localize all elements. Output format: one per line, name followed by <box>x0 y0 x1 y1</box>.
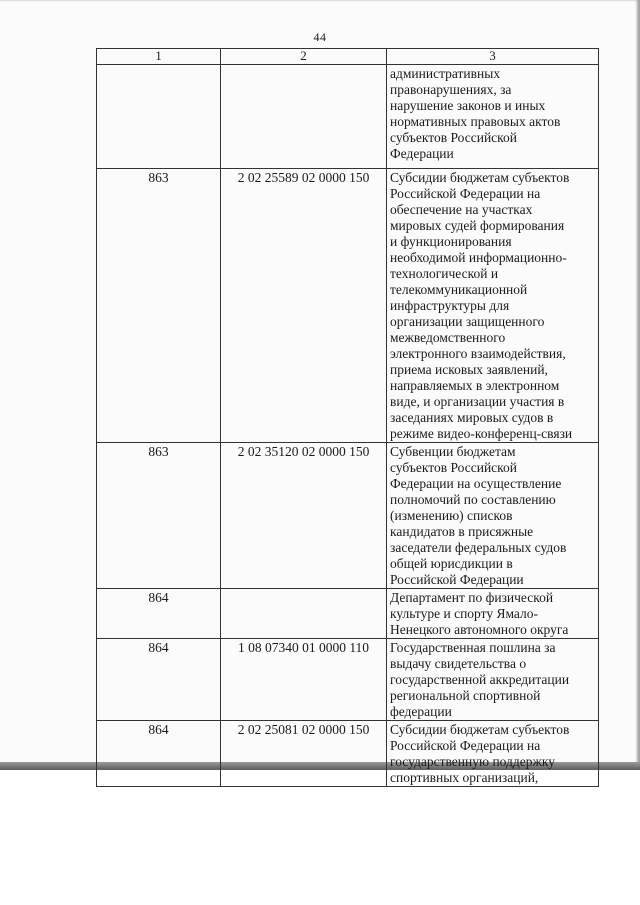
budget-code-cell: 2 02 25589 02 0000 150 <box>221 169 387 443</box>
header-col-2: 2 <box>221 49 387 65</box>
header-col-3: 3 <box>387 49 599 65</box>
admin-code-cell: 863 <box>97 169 221 443</box>
table-row <box>97 169 599 443</box>
budget-code-cell: 1 08 07340 01 0000 110 <box>221 639 387 721</box>
budget-code-cell: 2 02 25081 02 0000 150 <box>221 721 387 787</box>
header-col-1: 1 <box>97 49 221 65</box>
description-cell: Субсидии бюджетам субъектов Российской Федерации на государственную поддержку спортивных организаций, <box>387 721 599 787</box>
description-cell: Государственная пошлина за выдачу свидетельства о государственной аккредитации региональной спортивной федерации <box>387 639 599 721</box>
description-cell: Департамент по физической культуре и спорту Ямало- Ненецкого автономного округа <box>387 589 599 639</box>
budget-codes-table <box>96 48 599 787</box>
table-row <box>97 589 599 639</box>
budget-code-cell: 2 02 35120 02 0000 150 <box>221 443 387 589</box>
description-cell: административных правонарушениях, за нарушение законов и иных нормативных правовых актов субъектов Российской Федерации <box>387 65 599 169</box>
table-row <box>97 443 599 589</box>
admin-code-cell: 864 <box>97 721 221 787</box>
page-number: 44 <box>313 30 327 44</box>
description-cell: Субвенции бюджетам субъектов Российской Федерации на осуществление полномочий по составлению (изменению) списков кандидатов в присяжные заседатели федеральных судов общей юрисдикции в Российской Федерации <box>387 443 599 589</box>
table-row <box>97 639 599 721</box>
admin-code-cell: 863 <box>97 443 221 589</box>
admin-code-cell: 864 <box>97 589 221 639</box>
budget-code-cell <box>221 65 387 169</box>
table-row <box>97 721 599 787</box>
admin-code-cell: 864 <box>97 639 221 721</box>
admin-code-cell <box>97 65 221 169</box>
budget-code-cell <box>221 589 387 639</box>
table-header-row <box>97 49 599 65</box>
table-row <box>97 65 599 169</box>
description-cell: Субсидии бюджетам субъектов Российской Федерации на обеспечение на участках мировых судей формирования и функционирования необходимой информационно- технологической и телекоммуникационной инфраструктуры для организации защищенного межведомственного электронного взаимодействия, приема исковых заявлений, направляемых в электронном виде, и организации участия в заседаниях мировых судов в режиме видео-конференц-связи <box>387 169 599 443</box>
